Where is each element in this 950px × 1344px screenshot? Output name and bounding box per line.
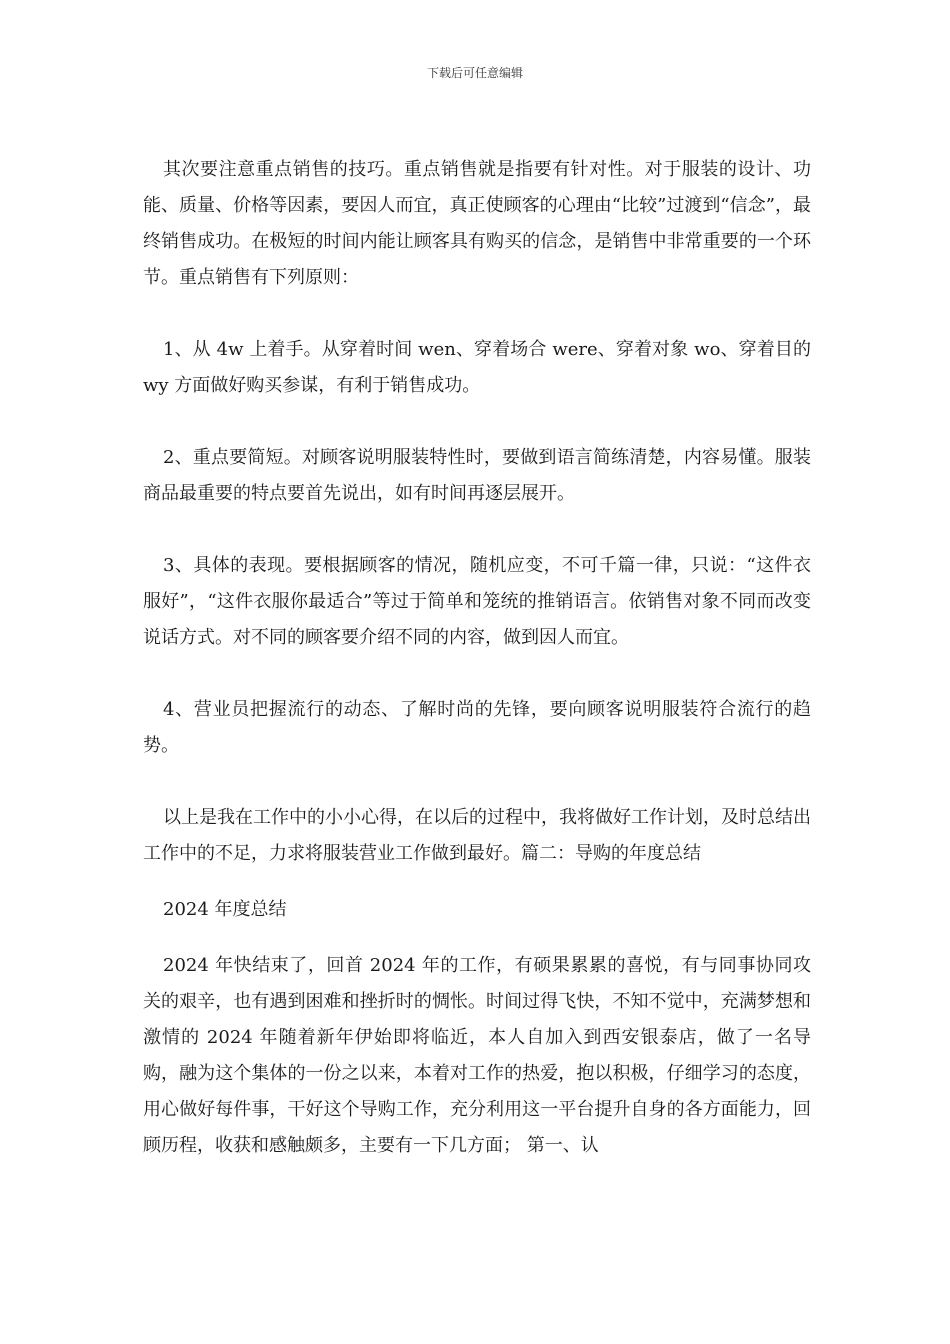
paragraph-principle-3: 3、具体的表现。要根据顾客的情况，随机应变，不可千篇一律，只说：“这件衣服好”，“这件衣服你最适合”等过于简单和笼统的推销语言。依销售对象不同而改变说话方式。对不同的顾客要介绍不同的内容，做到因人而宜。 <box>143 555 811 648</box>
paragraph-principle-1: 1、从 4w 上着手。从穿着时间 wen、穿着场合 were、穿着对象 wo、穿着目的 wy 方面做好购买参谋，有利于销售成功。 <box>143 339 811 396</box>
paragraph-principle-2: 2、重点要简短。对顾客说明服装特性时，要做到语言简练清楚，内容易懂。服装商品最重要的特点要首先说出，如有时间再逐层展开。 <box>143 447 811 504</box>
paragraph-principle-4: 4、营业员把握流行的动态、了解时尚的先锋，要向顾客说明服装符合流行的趋势。 <box>143 699 811 756</box>
section-heading-annual-summary: 2024 年度总结 <box>163 899 287 920</box>
paragraph-conclusion: 以上是我在工作中的小小心得，在以后的过程中，我将做好工作计划，及时总结出工作中的不足，力求将服装营业工作做到最好。篇二：导购的年度总结 <box>143 807 811 864</box>
paragraph-sales-techniques: 其次要注意重点销售的技巧。重点销售就是指要有针对性。对于服装的设计、功能、质量、价格等因素，要因人而宜，真正使顾客的心理由“比较”过渡到“信念”，最终销售成功。在极短的时间内能让顾客具有购买的信念，是销售中非常重要的一个环节。重点销售有下列原则： <box>143 159 811 288</box>
document-body <box>143 152 811 1164</box>
paragraph-annual-summary: 2024 年快结束了，回首 2024 年的工作，有硕果累累的喜悦，有与同事协同攻关的艰辛，也有遇到困难和挫折时的惆怅。时间过得飞快，不知不觉中，充满梦想和激情的 2024 年随着新年伊始即将临近，本人自加入到西安银泰店，做了一名导购，融为这个集体的一份之以来，本着对工作的热爱，抱以积极，仔细学习的态度，用心做好每件事，干好这个导购工作，充分利用这一平台提升自身的各方面能力，回顾历程，收获和感触颇多，主要有一下几方面； 第一、认 <box>143 955 811 1156</box>
page-header-note: 下载后可任意编辑 <box>426 66 523 80</box>
